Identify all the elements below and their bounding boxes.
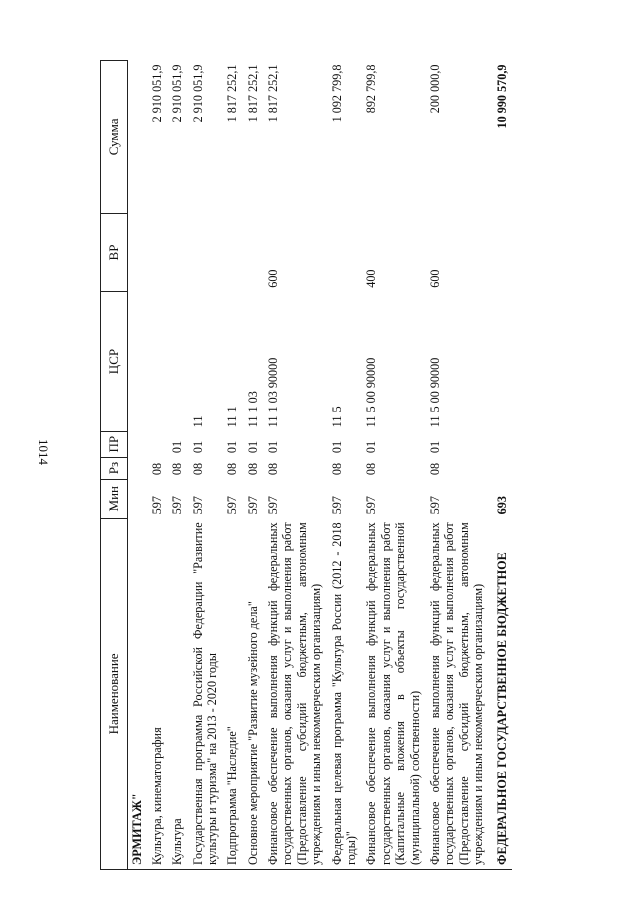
row-rz: 08	[190, 462, 205, 476]
row-rz: 08	[170, 462, 185, 476]
row-csr: 11 5 00 90000	[364, 357, 379, 428]
row-pr: 01	[427, 440, 442, 454]
row-vr: 600	[266, 269, 281, 288]
row-min: 597	[364, 496, 379, 515]
row-min: 597	[427, 496, 442, 515]
row-rz: 08	[149, 462, 164, 476]
header-sum: Сумма	[101, 61, 128, 214]
row-rz	[128, 457, 147, 479]
budget-table	[100, 60, 512, 870]
row-vr	[188, 213, 223, 292]
row-pr: 01	[190, 440, 205, 454]
row-vr	[327, 213, 362, 292]
row-vr	[167, 213, 187, 292]
table-row	[425, 61, 489, 870]
row-sum: 892 799,8	[364, 64, 379, 114]
row-min: 597	[225, 496, 240, 515]
row-name: Подпрограмма "Наследие"	[222, 518, 242, 869]
row-sum: 1 817 252,1	[245, 64, 260, 123]
row-csr: 11 1 03 90000	[266, 357, 281, 428]
table-header-row	[101, 61, 128, 870]
row-csr	[167, 292, 187, 432]
row-name: Культура, кинематография	[147, 518, 167, 869]
row-vr: 400	[364, 269, 379, 288]
row-pr: 01	[329, 440, 344, 454]
row-name: Основное мероприятие "Развитие музейного дела"	[243, 518, 263, 869]
row-csr	[489, 292, 512, 432]
row-name: ФЕДЕРАЛЬНОЕ ГОСУДАРСТВЕННОЕ БЮДЖЕТНОЕ	[489, 518, 512, 869]
row-rz: 08	[225, 462, 240, 476]
header-csr: ЦСР	[101, 292, 128, 432]
header-name: Наименование	[101, 518, 128, 869]
table-row	[167, 61, 187, 870]
row-rz	[489, 457, 512, 479]
row-rz: 08	[364, 462, 379, 476]
row-rz: 08	[329, 462, 344, 476]
row-name: Финансовое обеспечение выполнения функций федеральных государственных органов, оказания услуг и выполнения работ (Капитальные вложения в объекты государственной (муниципальной) собственности)	[361, 518, 425, 869]
row-min: 597	[329, 496, 344, 515]
row-vr	[128, 213, 147, 292]
row-min: 597	[245, 496, 260, 515]
row-csr	[147, 292, 167, 432]
row-csr: 11 5	[329, 406, 344, 428]
row-name: Государственная программа Российской Федерации "Развитие культуры и туризма" на 2013 - 2020 годы	[188, 518, 223, 869]
table-row	[361, 61, 425, 870]
row-sum: 1 817 252,1	[225, 64, 240, 123]
row-rz: 08	[245, 462, 260, 476]
table-row	[188, 61, 223, 870]
row-min: 693	[494, 496, 509, 515]
table-row	[147, 61, 167, 870]
row-pr: 01	[266, 440, 281, 454]
row-pr: 01	[170, 440, 185, 454]
row-name: Федеральная целевая программа "Культура России (2012 - 2018 годы)"	[327, 518, 362, 869]
row-min: 597	[170, 496, 185, 515]
row-csr: 11	[190, 415, 205, 428]
table-row	[222, 61, 242, 870]
row-sum: 2 910 051,9	[190, 64, 205, 123]
row-name: Культура	[167, 518, 187, 869]
row-vr	[147, 213, 167, 292]
row-vr	[222, 213, 242, 292]
row-sum: 1 092 799,8	[329, 64, 344, 123]
row-sum: 2 910 051,9	[149, 64, 164, 123]
row-min	[128, 479, 147, 518]
row-pr: 01	[364, 440, 379, 454]
row-sum	[128, 61, 147, 214]
header-vr: ВР	[101, 213, 128, 292]
table-row	[327, 61, 362, 870]
row-vr	[243, 213, 263, 292]
rotated-page-content	[100, 60, 610, 870]
table-row	[128, 61, 147, 870]
table-row	[243, 61, 263, 870]
row-pr: 01	[225, 440, 240, 454]
row-csr	[128, 292, 147, 432]
row-csr: 11 1 03	[245, 391, 260, 428]
row-min: 597	[190, 496, 205, 515]
header-min: Мин	[101, 479, 128, 518]
row-name: ЭРМИТАЖ"	[128, 518, 147, 869]
header-pr: ПР	[101, 431, 128, 457]
row-sum: 1 817 252,1	[266, 64, 281, 123]
header-rz: Рз	[101, 457, 128, 479]
row-csr: 11 5 00 90000	[427, 357, 442, 428]
row-pr	[128, 431, 147, 457]
row-sum: 200 000,0	[427, 64, 442, 114]
row-pr	[147, 431, 167, 457]
row-pr	[489, 431, 512, 457]
page-number: 1014	[36, 439, 51, 465]
row-sum: 2 910 051,9	[170, 64, 185, 123]
row-min: 597	[149, 496, 164, 515]
row-name: Финансовое обеспечение выполнения функций федеральных государственных органов, оказания услуг и выполнения работ (Предоставление субсидий бюджетным, автономным учреждениям и иным некоммерческим организациям)	[425, 518, 489, 869]
table-row	[489, 61, 512, 870]
row-pr: 01	[245, 440, 260, 454]
row-name: Финансовое обеспечение выполнения функций федеральных государственных органов, оказания услуг и выполнения работ (Предоставление субсидий бюджетным, автономным учреждениям и иным некоммерческим организациям)	[263, 518, 327, 869]
row-min: 597	[266, 496, 281, 515]
row-csr: 11 1	[225, 406, 240, 428]
row-rz: 08	[266, 462, 281, 476]
row-vr	[489, 213, 512, 292]
row-rz: 08	[427, 462, 442, 476]
row-sum: 10 990 570,9	[494, 64, 509, 129]
table-row	[263, 61, 327, 870]
row-vr: 600	[427, 269, 442, 288]
